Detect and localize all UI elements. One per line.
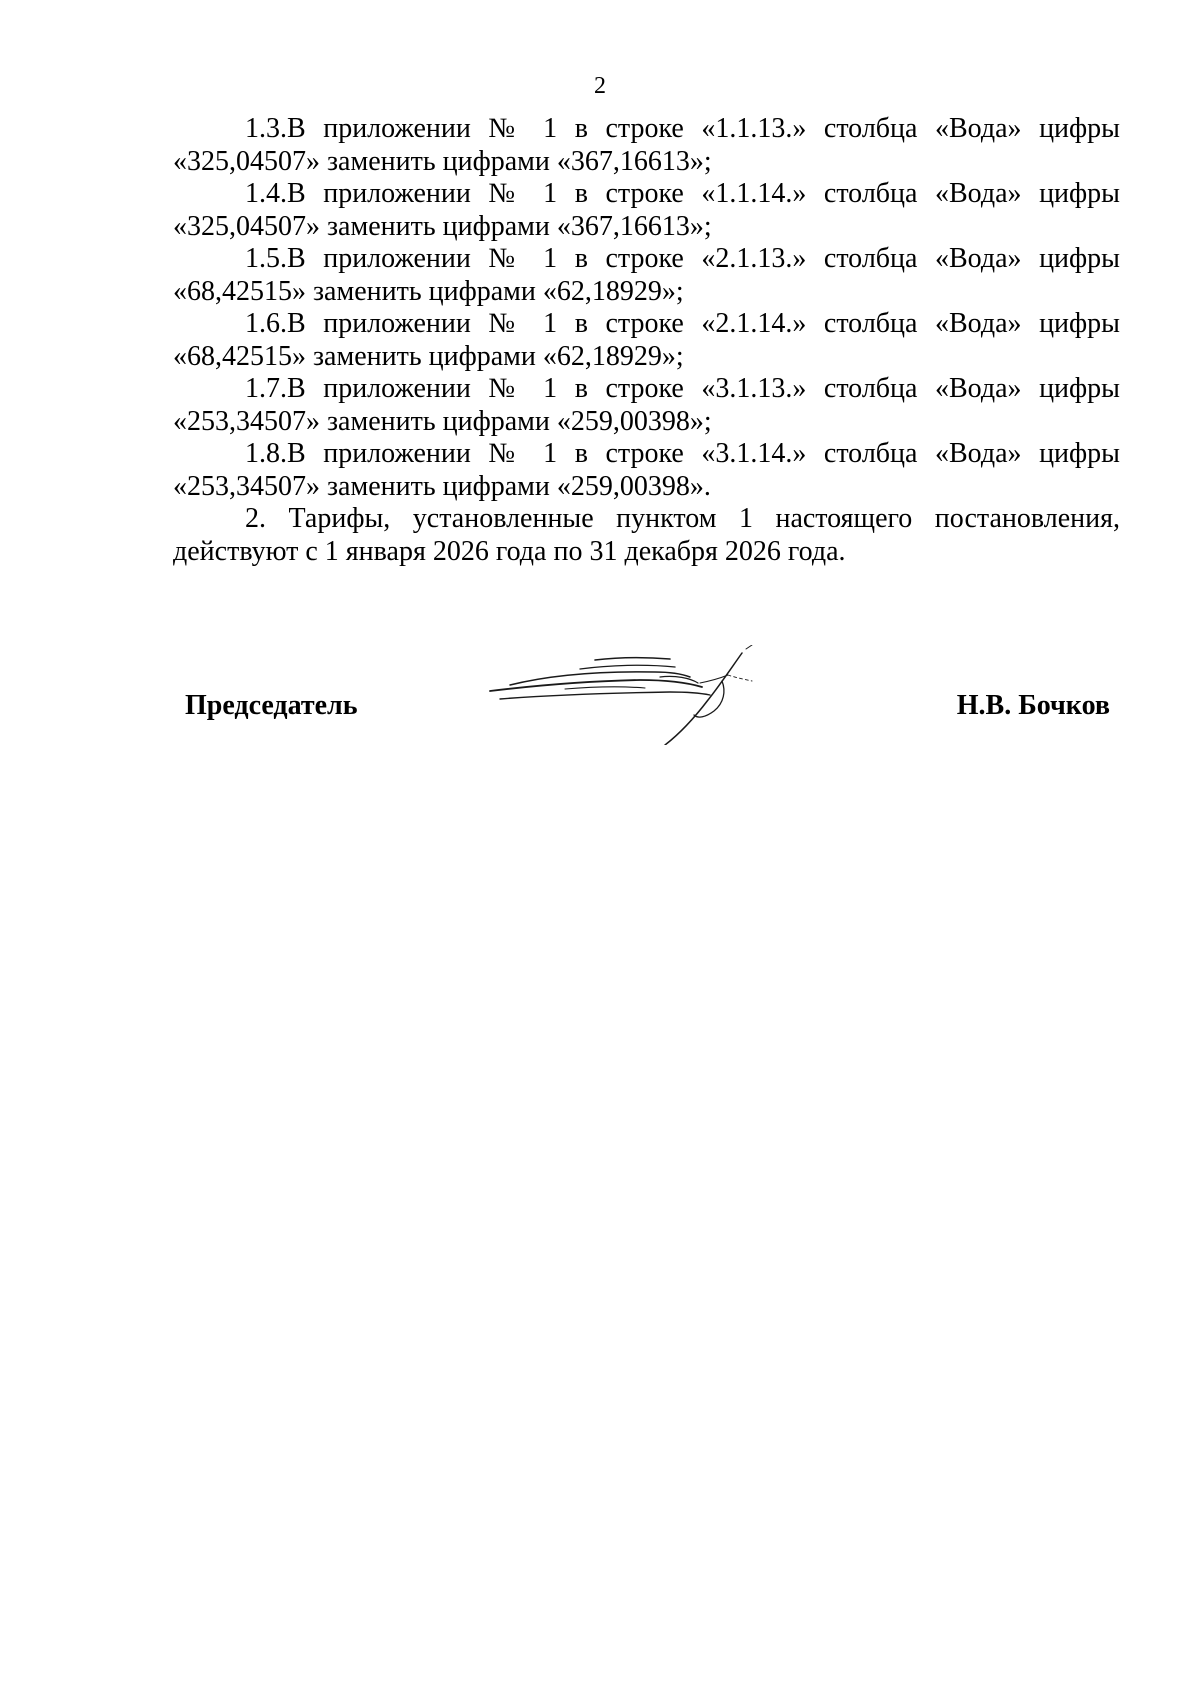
handwritten-signature-icon	[470, 645, 790, 745]
paragraph-1-8: 1.8.В приложении № 1 в строке «3.1.14.» столбца «Вода» цифры «253,34507» заменить цифрами «259,00398».	[173, 438, 1120, 502]
page-number: 2	[594, 73, 606, 99]
signer-name: Н.В. Бочков	[956, 690, 1110, 721]
paragraph-1-7: 1.7.В приложении № 1 в строке «3.1.13.» столбца «Вода» цифры «253,34507» заменить цифрами «259,00398»;	[173, 373, 1120, 437]
paragraph-1-4: 1.4.В приложении № 1 в строке «1.1.14.» столбца «Вода» цифры «325,04507» заменить цифрами «367,16613»;	[173, 178, 1120, 242]
paragraph-1-3: 1.3.В приложении № 1 в строке «1.1.13.» столбца «Вода» цифры «325,04507» заменить цифрами «367,16613»;	[173, 113, 1120, 177]
signer-title: Председатель	[185, 690, 358, 721]
paragraph-2: 2. Тарифы, установленные пунктом 1 настоящего постановления, действуют с 1 января 2026 года по 31 декабря 2026 года.	[173, 503, 1120, 567]
document-body	[173, 113, 1120, 568]
paragraph-1-5: 1.5.В приложении № 1 в строке «2.1.13.» столбца «Вода» цифры «68,42515» заменить цифрами «62,18929»;	[173, 243, 1120, 307]
paragraph-1-6: 1.6.В приложении № 1 в строке «2.1.14.» столбца «Вода» цифры «68,42515» заменить цифрами «62,18929»;	[173, 308, 1120, 372]
